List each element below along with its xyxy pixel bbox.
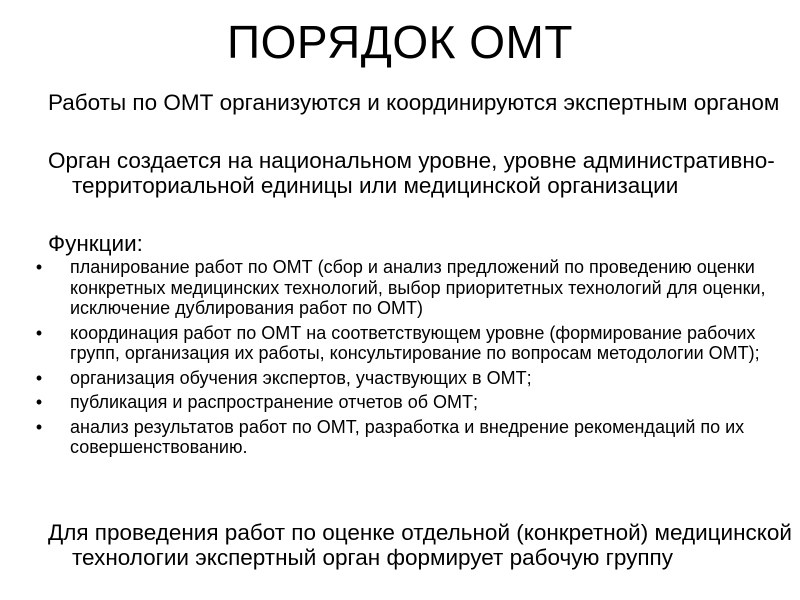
bullet-icon: • xyxy=(35,416,43,437)
list-item-text: организация обучения экспертов, участвующих в ОМТ; xyxy=(70,367,532,388)
functions-heading: Функции: xyxy=(48,231,143,256)
list-item xyxy=(30,392,790,413)
paragraph-expert-body: Работы по ОМТ организуются и координируются экспертным органом xyxy=(48,90,780,115)
list-item-text: координация работ по ОМТ на соответствующем уровне (формирование рабочих групп, организация их работы, консультирование по вопросам методологии ОМТ); xyxy=(70,322,760,363)
list-item xyxy=(30,368,790,389)
bullet-icon: • xyxy=(35,392,43,412)
list-item-text: анализ результатов работ по ОМТ, разработка и внедрение рекомендаций по их совершенствованию. xyxy=(70,416,745,457)
list-item-text: планирование работ по ОМТ (сбор и анализ предложений по проведению оценки конкретных медицинских технологий, выбор приоритетных технологий для оценки, исключение дублирования работ по ОМТ) xyxy=(70,257,766,318)
paragraph-body-creation: Орган создается на национальном уровне, уровне административно-территориальной единицы или медицинской организации xyxy=(48,148,775,198)
list-item-text: публикация и распространение отчетов об ОМТ; xyxy=(70,392,479,412)
functions-list xyxy=(30,257,790,462)
list-item xyxy=(30,323,790,364)
paragraph-working-group: Для проведения работ по оценке отдельной (конкретной) медицинской технологии экспертный орган формирует рабочую группу xyxy=(48,520,792,570)
list-item xyxy=(30,417,790,458)
bullet-icon: • xyxy=(35,322,43,343)
slide-title: ПОРЯДОК ОМТ xyxy=(227,16,573,68)
bullet-icon: • xyxy=(35,257,43,277)
list-item xyxy=(30,257,790,319)
bullet-icon: • xyxy=(35,367,43,388)
